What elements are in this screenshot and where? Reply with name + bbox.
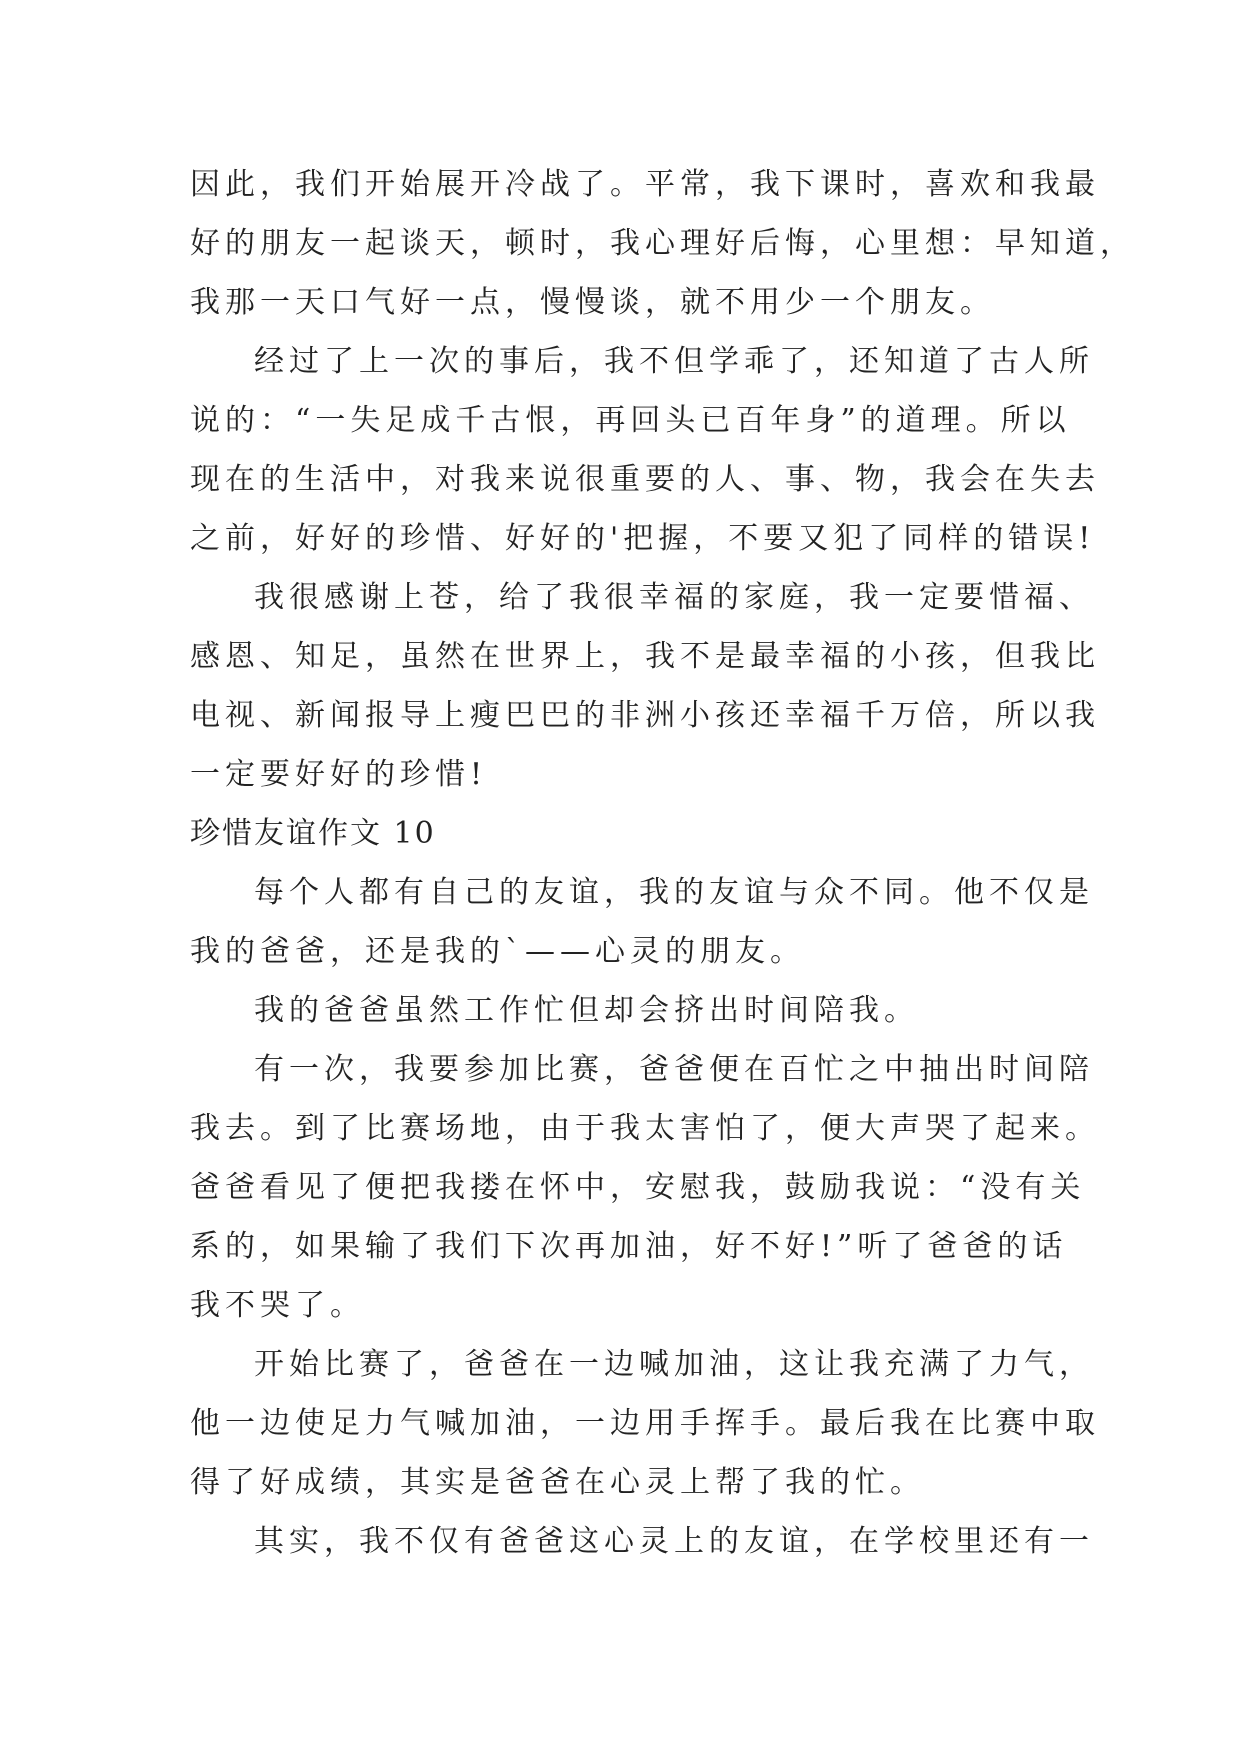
text-line: 爸爸看见了便把我搂在怀中，安慰我，鼓励我说：“没有关 <box>190 1170 1086 1205</box>
text-line: 我不哭了。 <box>190 1288 365 1323</box>
text-line: 得了好成绩，其实是爸爸在心灵上帮了我的忙。 <box>190 1465 925 1500</box>
text-line: 说的：“一失足成千古恨，再回头已百年身”的道理。所以 <box>190 403 1071 438</box>
text-line: 感恩、知足，虽然在世界上，我不是最幸福的小孩，但我比 <box>190 639 1100 674</box>
text-line: 他一边使足力气喊加油，一边用手挥手。最后我在比赛中取 <box>190 1406 1100 1441</box>
text-line: 有一次，我要参加比赛，爸爸便在百忙之中抽出时间陪 <box>254 1052 1094 1087</box>
text-line: 好的朋友一起谈天，顿时，我心理好后悔，心里想：早知道， <box>190 226 1135 261</box>
document-body <box>190 155 1135 1571</box>
text-line: 其实，我不仅有爸爸这心灵上的友谊，在学校里还有一 <box>254 1524 1094 1559</box>
text-line: 我的爸爸虽然工作忙但却会挤出时间陪我。 <box>254 993 919 1028</box>
text-line: 开始比赛了，爸爸在一边喊加油，这让我充满了力气， <box>254 1347 1094 1382</box>
text-line: 我很感谢上苍，给了我很幸福的家庭，我一定要惜福、 <box>254 580 1094 615</box>
section-heading: 珍惜友谊作文 10 <box>190 816 436 851</box>
text-line: 我的爸爸，还是我的`——心灵的朋友。 <box>190 934 805 969</box>
text-line: 电视、新闻报导上瘦巴巴的非洲小孩还幸福千万倍，所以我 <box>190 698 1100 733</box>
text-line: 经过了上一次的事后，我不但学乖了，还知道了古人所 <box>254 344 1094 379</box>
text-line: 之前，好好的珍惜、好好的'把握，不要又犯了同样的错误! <box>190 521 1096 556</box>
text-line: 我去。到了比赛场地，由于我太害怕了，便大声哭了起来。 <box>190 1111 1100 1146</box>
text-line: 因此，我们开始展开冷战了。平常，我下课时，喜欢和我最 <box>190 167 1100 202</box>
text-line: 系的，如果输了我们下次再加油，好不好!”听了爸爸的话 <box>190 1229 1068 1264</box>
text-line: 现在的生活中，对我来说很重要的人、事、物，我会在失去 <box>190 462 1100 497</box>
text-line: 我那一天口气好一点，慢慢谈，就不用少一个朋友。 <box>190 285 995 320</box>
text-line: 每个人都有自己的友谊，我的友谊与众不同。他不仅是 <box>254 875 1094 910</box>
text-line: 一定要好好的珍惜! <box>190 757 488 792</box>
